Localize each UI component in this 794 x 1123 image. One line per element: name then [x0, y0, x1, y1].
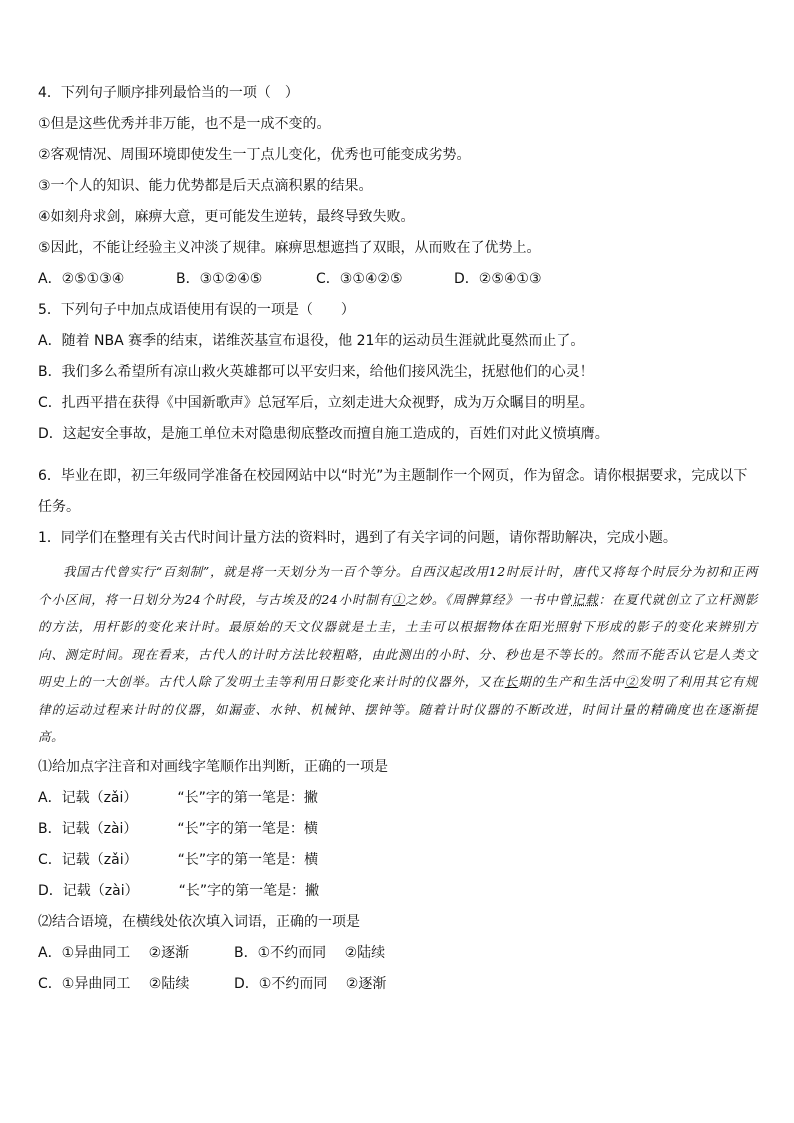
option-label: B．记载（zài） [38, 820, 138, 837]
q6-q2-option-d[interactable]: D．①不约而同 ②逐渐 [234, 975, 387, 992]
q4-sentence-2: ②客观情况、周围环境即使发生一丁点儿变化，优秀也可能变成劣势。 [38, 147, 471, 163]
q6-q1-option-b[interactable] [38, 814, 758, 845]
passage-text: 期的生产和生活中 [518, 674, 625, 689]
reading-passage [38, 554, 758, 752]
option-text: “长”字的第一笔是：撇 [178, 882, 320, 899]
q5-option-c[interactable]: C．扎西平措在获得《中国新歌声》总冠军后，立刻走进大众视野，成为万众瞩目的明星。 [38, 395, 594, 411]
passage-text: 我国古代曾实行“百刻制”，就是将一天划分为一百个等分。自西汉起改用12时辰计时，唐代又将每个时辰分为初和正两个小区间，将一日划分为24个时段，与古埃及的24小时制有 [38, 564, 758, 607]
q6-q1-option-c[interactable] [38, 845, 758, 876]
q6-sub1-stem: 1．同学们在整理有关古代时间计量方法的资料时，遇到了有关字词的问题，请你帮助解决，完成小题。 [38, 530, 677, 546]
option-text: “长”字的第一笔是：横 [177, 820, 318, 837]
dotted-word: 记载 [571, 591, 599, 607]
option-label: A．记载（zǎi） [38, 789, 138, 806]
q4-sentence-3: ③一个人的知识、能力优势都是后天点滴积累的结果。 [38, 178, 373, 194]
q4-stem: 4．下列句子顺序排列最恰当的一项（ ） [38, 85, 299, 101]
q4-option-d[interactable]: D．②⑤④①③ [454, 271, 542, 287]
q4-option-c[interactable]: C．③①④②⑤ [316, 271, 403, 287]
q6-q2-option-b[interactable]: B．①不约而同 ②陆续 [234, 944, 386, 961]
q5-option-d[interactable]: D．这起安全事故，是施工单位未对隐患彻底整改而擅自施工造成的，百姓们对此义愤填膺。 [38, 426, 609, 442]
q5-stem: 5．下列句子中加点成语使用有误的一项是（ ） [38, 302, 355, 318]
passage-text: ：在夏代就创立了立杆测影的方法，用杆影的变化来计时。最原始的天文仪器就是土圭，土圭可以根据物体在阳光照射下形成的影子的变化来辨别方向、测定时间。现在看来，古代人的计时方法比较粗略，由此测出的小时、分、秒也是不等长的。然而不能否认它是人类文明史上的一大创举。古代人除了发明土圭等利用日影变化来计时的仪器外，又在 [38, 591, 758, 689]
q4-sentence-4: ④如刻舟求剑，麻痹大意，更可能发生逆转，最终导致失败。 [38, 209, 415, 225]
option-label: D．记载（zài） [38, 882, 139, 899]
q4-options [38, 264, 758, 295]
blank-2: ② [624, 674, 639, 689]
q4-option-b[interactable]: B．③①②④⑤ [176, 271, 263, 287]
option-text: “长”字的第一笔是：撇 [177, 789, 318, 806]
q6-q1-option-a[interactable] [38, 783, 758, 814]
underlined-char: 长 [504, 674, 519, 689]
q6-q2-option-a[interactable]: A．①异曲同工 ②逐渐 [38, 944, 190, 961]
q6-q1-stem: ⑴给加点字注音和对画线字笔顺作出判断，正确的一项是 [38, 758, 388, 775]
exam-page [38, 78, 758, 1000]
passage-text: 发明了利用其它有规律的运动过程来计时的仪器，如漏壶、水钟、机械钟、摆钟等。随着计时仪器的不断改进，时间计量的精确度也在逐渐提高。 [38, 674, 758, 744]
q6-q1-option-d[interactable] [38, 876, 758, 907]
q6-q2-stem: ⑵结合语境，在横线处依次填入词语，正确的一项是 [38, 913, 360, 930]
section-gap [38, 450, 758, 461]
q6-q2-option-c[interactable]: C．①异曲同工 ②陆续 [38, 975, 190, 992]
blank-1: ① [391, 591, 406, 607]
passage-text: 之妙。《周髀算经》一书中曾 [405, 591, 572, 607]
option-label: C．记载（zǎi） [38, 851, 138, 868]
q6-stem-line1: 6．毕业在即，初三年级同学准备在校园网站中以“时光”为主题制作一个网页，作为留念。请你根据要求，完成以下 [38, 468, 748, 484]
q5-option-a[interactable]: A．随着 NBA 赛季的结束，诺维茨基宣布退役，他 21年的运动员生涯就此戛然而止了。 [38, 333, 585, 349]
q4-sentence-1: ①但是这些优秀并非万能，也不是一成不变的。 [38, 116, 331, 132]
q4-option-a[interactable]: A．②⑤①③④ [38, 271, 125, 287]
q6-stem-line2: 任务。 [38, 499, 80, 515]
option-text: “长”字的第一笔是：横 [177, 851, 319, 868]
q5-option-b[interactable]: B．我们多么希望所有凉山救火英雄都可以平安归来，给他们接风洗尘，抚慰他们的心灵！ [38, 364, 594, 380]
q4-sentence-5: ⑤因此，不能让经验主义冲淡了规律。麻痹思想遮挡了双眼，从而败在了优势上。 [38, 240, 541, 256]
q6-q2-options-row2 [38, 969, 758, 1000]
q6-q2-options-row1 [38, 938, 758, 969]
